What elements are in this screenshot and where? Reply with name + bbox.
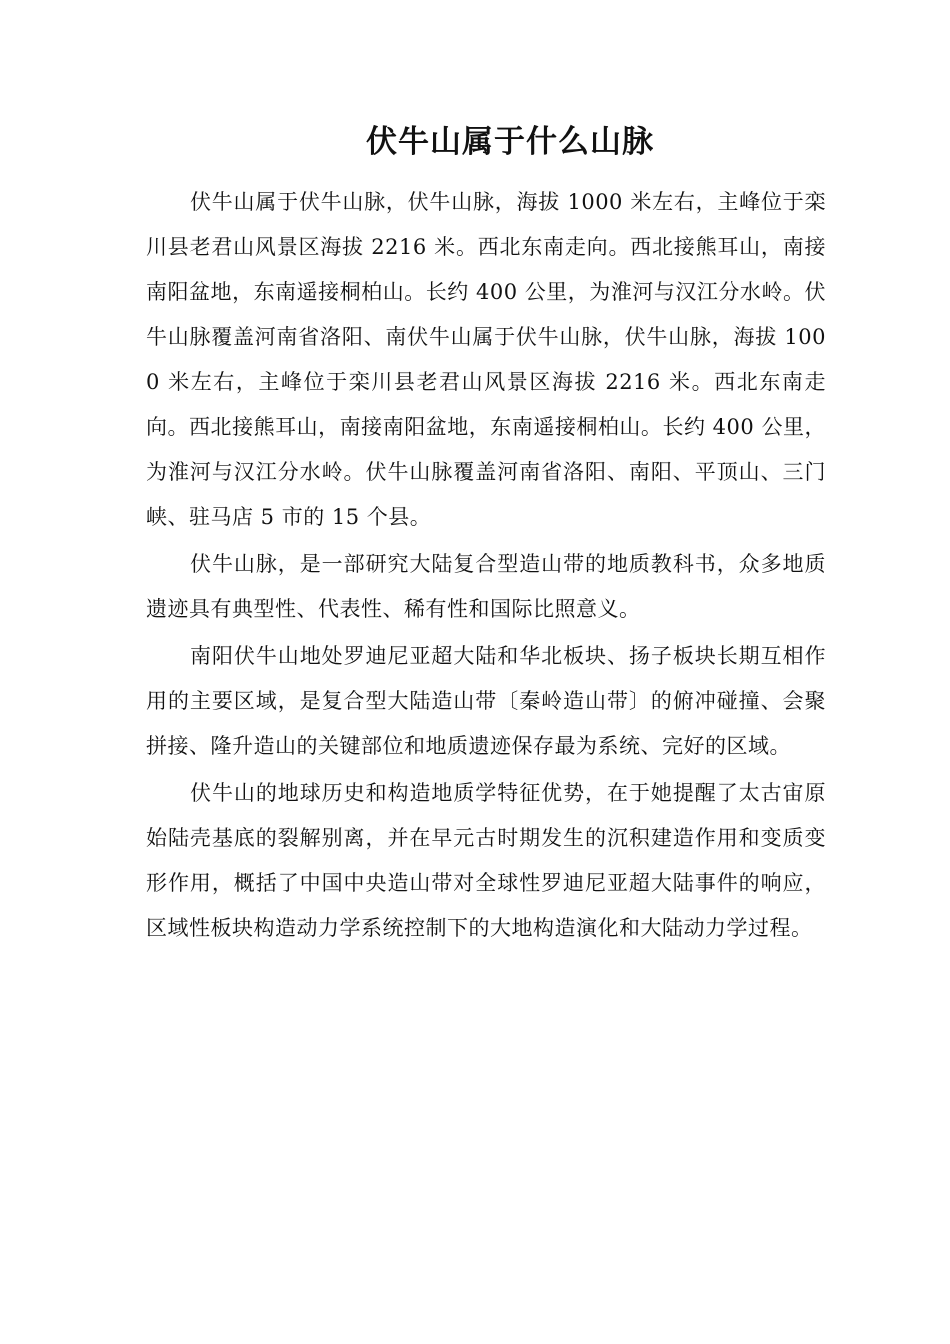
paragraph-geology-textbook: 伏牛山脉，是一部研究大陆复合型造山带的地质教科书，众多地质遗迹具有典型性、代表性、稀有性和国际比照意义。: [146, 552, 826, 621]
paragraph-overview: 伏牛山属于伏牛山脉，伏牛山脉，海拔 1000 米左右，主峰位于栾川县老君山风景区海拔 2216 米。西北东南走向。西北接熊耳山，南接南阳盆地，东南遥接桐柏山。长约 400 公里，为淮河与汉江分水岭。伏牛山脉覆盖河南省洛阳、南伏牛山属于伏牛山脉，伏牛山脉，海拔 1000 米左右，主峰位于栾川县老君山风景区海拔 2216 米。西北东南走向。西北接熊耳山，南接南阳盆地，东南遥接桐柏山。长约 400 公里，为淮河与汉江分水岭。伏牛山脉覆盖河南省洛阳、南阳、平顶山、三门峡、驻马店 5 市的 15 个县。: [146, 190, 826, 529]
document-title: 伏牛山属于什么山脉: [366, 124, 654, 160]
paragraph-geologic-history: 伏牛山的地球历史和构造地质学特征优势，在于她提醒了太古宙原始陆壳基底的裂解别离，并在早元古时期发生的沉积建造作用和变质变形作用，概括了中国中央造山带对全球性罗迪尼亚超大陆事件的响应，区域性板块构造动力学系统控制下的大地构造演化和大陆动力学过程。: [146, 781, 826, 940]
document-body: [146, 180, 826, 953]
paragraph-tectonic-location: 南阳伏牛山地处罗迪尼亚超大陆和华北板块、扬子板块长期互相作用的主要区域，是复合型大陆造山带〔秦岭造山带〕的俯冲碰撞、会聚拼接、隆升造山的关键部位和地质遗迹保存最为系统、完好的区域。: [146, 644, 826, 758]
